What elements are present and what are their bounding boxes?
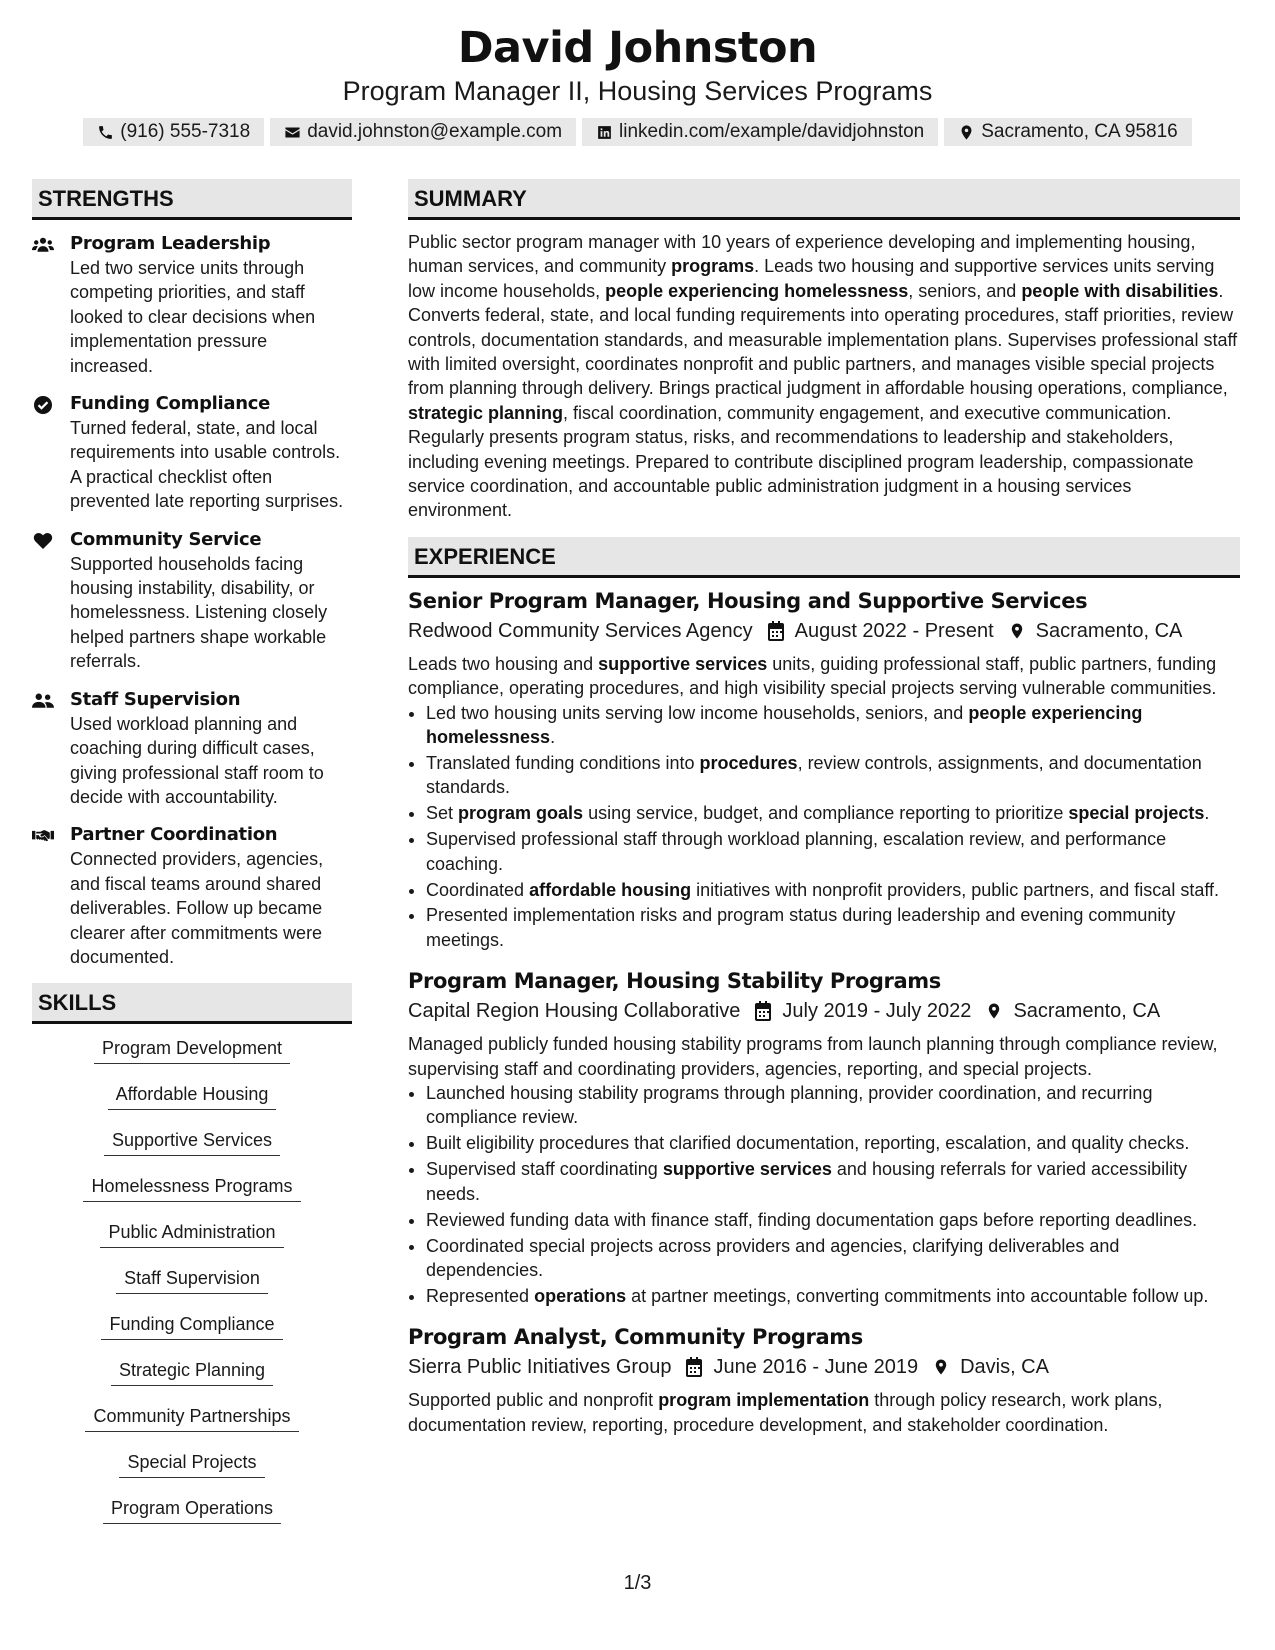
left-column	[32, 179, 352, 1540]
contact-location-text: Sacramento, CA 95816	[981, 121, 1178, 142]
text-run: .	[1204, 803, 1210, 824]
phone-icon	[97, 124, 114, 141]
job-role: Program Analyst, Community Programs	[408, 1325, 863, 1350]
job-dates: June 2016 - June 2019	[713, 1356, 919, 1379]
text-run: Coordinated special projects across providers and agencies, clarifying deliverables and dependencies.	[426, 1235, 1120, 1280]
emphasis-text: program implementation	[658, 1390, 870, 1411]
job-bullets	[408, 1081, 1240, 1308]
job-intro	[408, 1388, 1240, 1437]
text-run: Leads two housing and	[408, 653, 599, 674]
bullet-item	[426, 1157, 1240, 1206]
bullet-item	[426, 1284, 1240, 1308]
skill-tag: Affordable Housing	[108, 1080, 277, 1110]
heart-icon	[32, 531, 54, 551]
skill-tag: Special Projects	[119, 1448, 264, 1478]
skill-tag: Program Development	[94, 1034, 290, 1064]
job-role: Program Manager, Housing Stability Programs	[408, 969, 941, 994]
text-run: units, guiding professional staff, public partners, funding compliance, operating procedures, and high visibility special projects serving vulnerable communities.	[408, 653, 1217, 699]
emphasis-text: programs	[671, 256, 755, 277]
text-run: Reviewed funding data with finance staff, finding documentation gaps before reporting deadlines.	[426, 1209, 1198, 1230]
emphasis-text: affordable housing	[529, 879, 692, 900]
map-pin-icon	[932, 1357, 950, 1377]
experience-heading: EXPERIENCE	[408, 537, 1240, 578]
strength-item	[32, 528, 352, 674]
strengths-heading: STRENGTHS	[32, 179, 352, 220]
skill-tag: Program Operations	[103, 1494, 281, 1524]
users-icon	[32, 235, 54, 255]
text-run: .	[550, 727, 556, 748]
text-run: Launched housing stability programs through planning, provider coordination, and recurring compliance review.	[426, 1083, 1153, 1128]
strength-item	[32, 688, 352, 810]
strength-desc: Turned federal, state, and local requirements into usable controls. A practical checklist often prevented late reporting surprises.	[70, 418, 344, 512]
skill-tag: Strategic Planning	[111, 1356, 273, 1386]
text-run: through policy research, work plans, documentation review, reporting, procedure development, and stakeholder coordination.	[408, 1390, 1163, 1435]
emphasis-text: strategic planning	[408, 402, 564, 423]
job-entry	[408, 586, 1240, 952]
bullet-item	[426, 827, 1240, 876]
emphasis-text: supportive services	[598, 653, 768, 674]
job-bullets	[408, 701, 1240, 953]
bullet-item	[426, 878, 1240, 902]
text-run: Supported public and nonprofit	[408, 1390, 659, 1411]
bullet-item	[426, 701, 1240, 750]
text-run: Managed publicly funded housing stability programs from launch planning through compliance review, supervising staff and coordinating providers, agencies, reporting, and special projects.	[408, 1034, 1218, 1079]
job-entry	[408, 966, 1240, 1308]
right-column	[408, 179, 1240, 1437]
bullet-item	[426, 903, 1240, 952]
contact-email-text: david.johnston@example.com	[307, 121, 563, 142]
skill-tag: Supportive Services	[104, 1126, 280, 1156]
strength-desc: Supported households facing housing instability, disability, or homelessness. Listening closely helped partners shape workable referrals.	[70, 553, 328, 672]
text-run: Supervised staff coordinating	[426, 1159, 663, 1180]
text-run: Represented	[426, 1285, 535, 1306]
job-dates: August 2022 - Present	[794, 619, 994, 642]
text-run: and housing referrals for varied accessibility needs.	[426, 1159, 1188, 1204]
emphasis-text: special projects	[1068, 803, 1205, 824]
job-intro	[408, 1032, 1240, 1081]
skills-list	[32, 1034, 352, 1540]
contact-bar	[0, 118, 1275, 146]
contact-location	[944, 118, 1191, 146]
skill-tag: Homelessness Programs	[83, 1172, 300, 1202]
skill-tag: Staff Supervision	[116, 1264, 268, 1294]
job-entry	[408, 1322, 1240, 1437]
job-meta	[408, 1352, 1240, 1382]
emphasis-text: supportive services	[662, 1159, 832, 1180]
text-run: using service, budget, and compliance reporting to prioritize	[583, 803, 1069, 824]
skills-heading: SKILLS	[32, 983, 352, 1024]
text-run: . Converts federal, state, and local funding requirements into operating procedures, staff priorities, review controls, documentation standards, and measurable implementation plans. Supervises professional staff with limited oversight, coordinates nonprofit and public partners, and manages visible special projects from planning through delivery. Brings practical judgment in affordable housing operations, compliance,	[408, 280, 1238, 399]
strength-desc: Led two service units through competing priorities, and staff looked to clear decisions when implementation pressure increased.	[70, 258, 316, 376]
resume-header	[0, 22, 1275, 146]
contact-phone-text: (916) 555-7318	[120, 121, 251, 142]
strength-title: Funding Compliance	[70, 393, 271, 415]
text-run: Coordinated	[426, 879, 530, 900]
user-group-icon	[32, 691, 54, 711]
text-run: Supervised professional staff through workload planning, escalation review, and performance coaching.	[426, 829, 1167, 874]
strength-desc: Connected providers, agencies, and fiscal teams around shared deliverables. Follow up became clearer after commitments were documented.	[70, 849, 324, 967]
job-intro	[408, 652, 1240, 701]
job-meta	[408, 996, 1240, 1026]
strength-title: Program Leadership	[70, 233, 271, 254]
map-pin-icon	[958, 124, 975, 141]
strength-title: Partner Coordination	[70, 824, 278, 846]
text-run: Presented implementation risks and program status during leadership and evening community meetings.	[426, 905, 1176, 950]
text-run: , review controls, assignments, and documentation standards.	[426, 753, 1202, 798]
strength-item	[32, 823, 352, 969]
bullet-item	[426, 801, 1240, 825]
job-dates: July 2019 - July 2022	[782, 1000, 972, 1023]
strengths-list	[32, 232, 352, 969]
contact-phone[interactable]	[83, 118, 264, 146]
text-run: . Leads two housing and supportive services units serving low income households,	[408, 256, 1215, 301]
summary-text	[408, 230, 1240, 523]
text-run: , seniors, and	[908, 280, 1022, 301]
job-role: Senior Program Manager, Housing and Supportive Services	[408, 588, 1088, 613]
page-number: 1/3	[623, 1572, 652, 1594]
calendar-icon	[767, 621, 785, 641]
handshake-icon	[32, 826, 54, 846]
summary-heading: SUMMARY	[408, 179, 1240, 220]
strength-desc: Used workload planning and coaching during difficult cases, giving professional staff room to decide with accountability.	[70, 713, 324, 807]
bullet-item	[426, 1208, 1240, 1232]
contact-email[interactable]	[270, 118, 576, 146]
strength-item	[32, 392, 352, 514]
job-organization: Redwood Community Services Agency	[408, 619, 753, 642]
strength-title: Community Service	[70, 528, 262, 550]
job-location: Sacramento, CA	[1013, 1000, 1161, 1023]
emphasis-text: procedures	[699, 753, 798, 773]
text-run: Led two housing units serving low income households, seniors, and	[426, 702, 969, 723]
job-location: Davis, CA	[960, 1356, 1049, 1379]
map-pin-icon	[1008, 621, 1026, 641]
linkedin-icon	[596, 124, 613, 141]
emphasis-text: program goals	[458, 803, 584, 824]
text-run: initiatives with nonprofit providers, public partners, and fiscal staff.	[691, 879, 1220, 900]
text-run: Built eligibility procedures that clarified documentation, reporting, escalation, and quality checks.	[426, 1133, 1190, 1154]
contact-linkedin[interactable]	[582, 118, 938, 146]
candidate-title: Program Manager II, Housing Services Programs	[342, 76, 933, 106]
skill-tag: Community Partnerships	[85, 1402, 298, 1432]
bullet-item	[426, 1081, 1240, 1130]
bullet-item	[426, 1131, 1240, 1155]
emphasis-text: people experiencing homelessness	[605, 280, 909, 301]
text-run: Public sector program manager with 10 years of experience developing and implementing housing, human services, and community	[408, 232, 1196, 277]
emphasis-text: people experiencing homelessness	[426, 702, 1143, 748]
text-run: Translated funding conditions into	[426, 753, 700, 773]
skill-tag: Funding Compliance	[101, 1310, 282, 1340]
skill-tag: Public Administration	[100, 1218, 283, 1248]
job-meta	[408, 616, 1240, 646]
text-run: , fiscal coordination, community engagement, and executive communication. Regularly presents program status, risks, and recommendations to leadership and stakeholders, including evening meetings. Prepared to contribute disciplined program leadership, compassionate service coordination, and accountable public administration judgment in a housing services environment.	[408, 402, 1194, 521]
map-pin-icon	[985, 1001, 1003, 1021]
calendar-icon	[754, 1001, 772, 1021]
emphasis-text: operations	[534, 1285, 627, 1306]
strength-item	[32, 232, 352, 378]
strength-title: Staff Supervision	[70, 688, 241, 710]
calendar-icon	[685, 1357, 703, 1377]
contact-linkedin-text: linkedin.com/example/davidjohnston	[619, 121, 925, 142]
text-run: at partner meetings, converting commitments into accountable follow up.	[626, 1285, 1209, 1306]
bullet-item	[426, 751, 1240, 800]
job-organization: Sierra Public Initiatives Group	[408, 1356, 672, 1379]
text-run: Set	[426, 803, 459, 824]
bullet-item	[426, 1234, 1240, 1283]
check-circle-icon	[32, 395, 54, 415]
job-location: Sacramento, CA	[1035, 619, 1183, 642]
envelope-icon	[284, 124, 301, 141]
job-organization: Capital Region Housing Collaborative	[408, 1000, 741, 1023]
emphasis-text: people with disabilities	[1021, 280, 1219, 301]
candidate-name: David Johnston	[457, 23, 818, 73]
